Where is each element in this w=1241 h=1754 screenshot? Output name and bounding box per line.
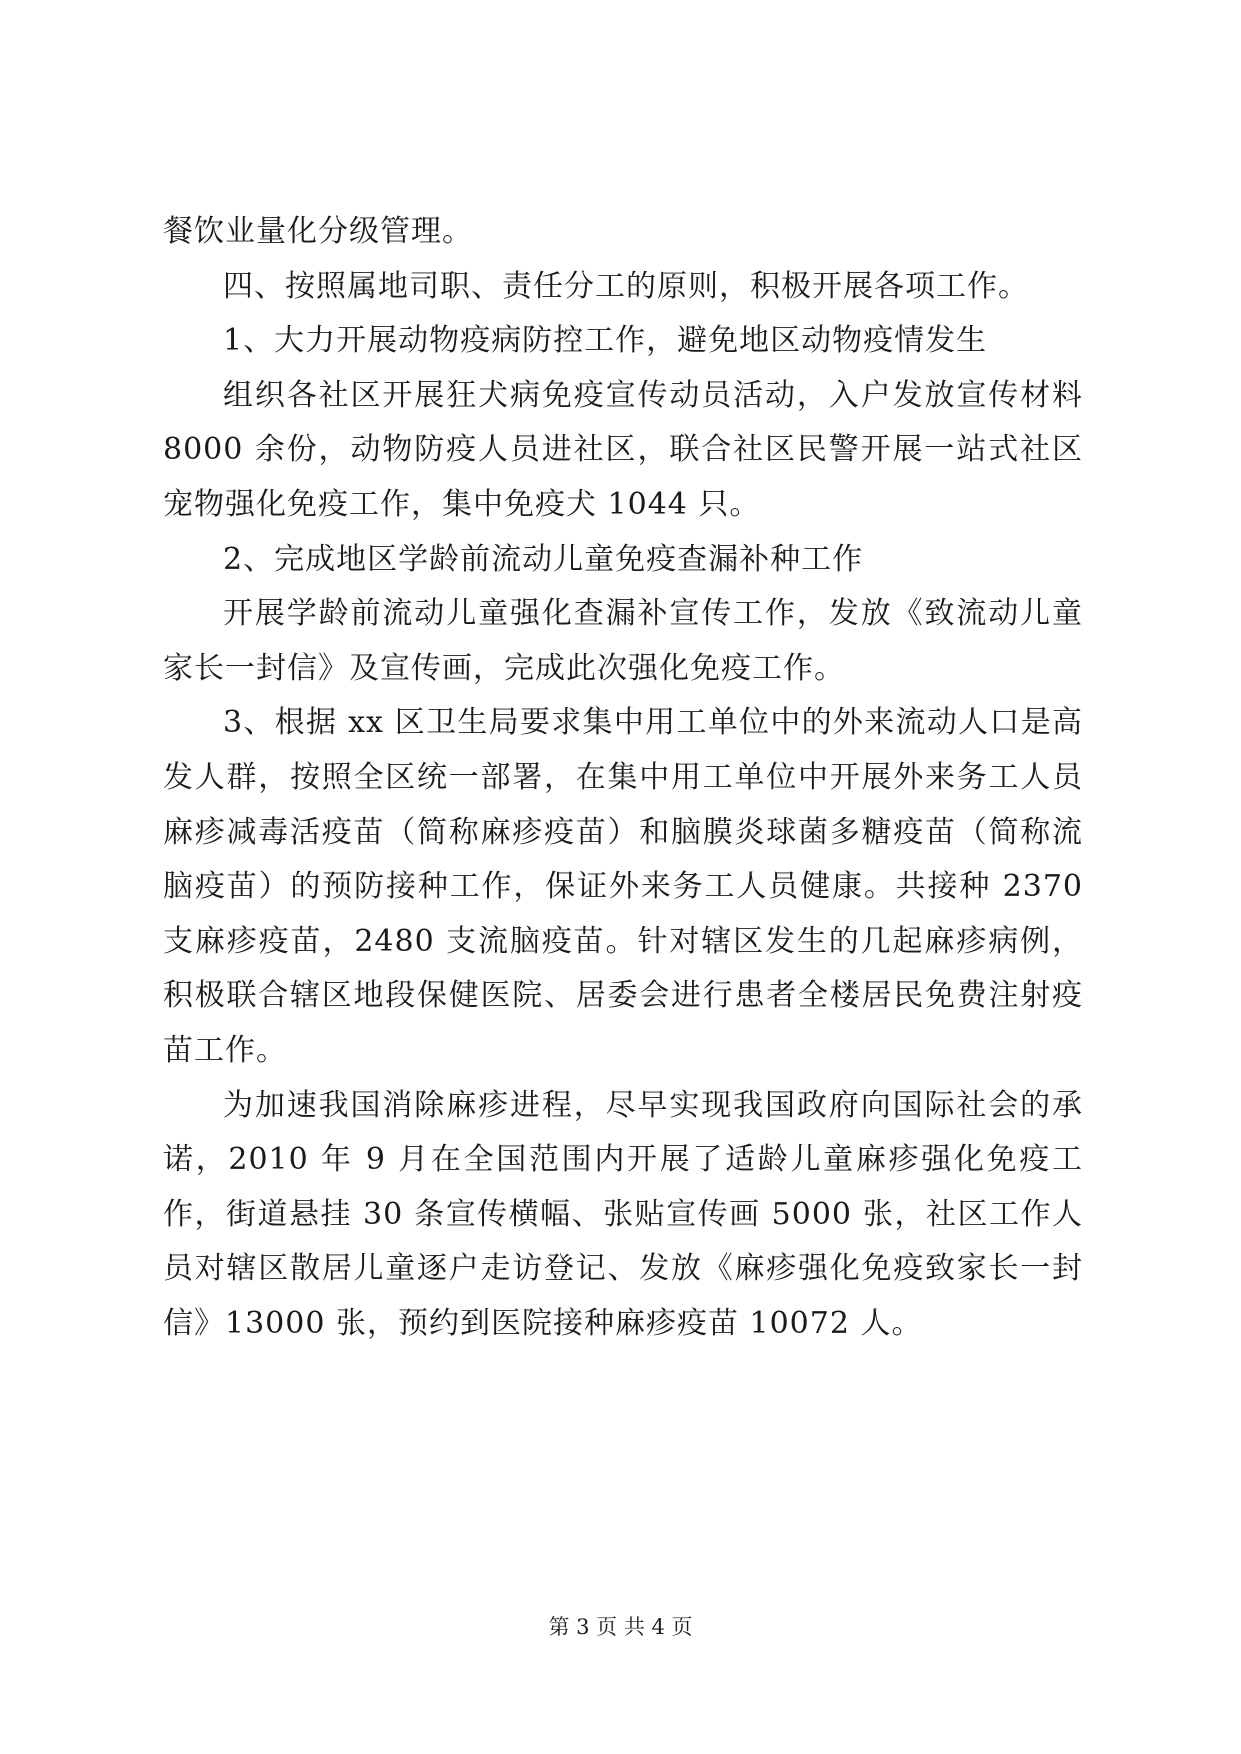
page-footer (0, 1612, 1241, 1642)
section-heading-4: 四、按照属地司职、责任分工的原则，积极开展各项工作。 (223, 268, 1029, 304)
paragraph-migrant-vaccination: 3、根据 xx 区卫生局要求集中用工单位中的外来流动人口是高发人群，按照全区统一部署，在集中用工单位中开展外来务工人员麻疹减毒活疫苗（简称麻疹疫苗）和脑膜炎球菌多糖疫苗（简称流脑疫苗）的预防接种工作，保证外来务工人员健康。共接种 2370 支麻疹疫苗，2480 支流脑疫苗。针对辖区发生的几起麻疹病例，积极联合辖区地段保健医院、居委会进行患者全楼居民免费注射疫苗工作。 (163, 705, 1083, 1068)
paragraph-measles-campaign: 为加速我国消除麻疹进程，尽早实现我国政府向国际社会的承诺，2010 年 9 月在全国范围内开展了适龄儿童麻疹强化免疫工作，街道悬挂 30 条宣传横幅、张贴宣传画 5000 张，社区工作人员对辖区散居儿童逐户走访登记、发放《麻疹强化免疫致家长一封信》13000 张，预约到医院接种麻疹疫苗 10072 人。 (163, 1087, 1083, 1341)
document-body (163, 205, 1083, 1351)
paragraph-rabies-vaccination: 组织各社区开展狂犬病免疫宣传动员活动，入户发放宣传材料 8000 余份，动物防疫人员进社区，联合社区民警开展一站式社区宠物强化免疫工作，集中免疫犬 1044 只。 (163, 377, 1083, 522)
paragraph-child-vaccination: 开展学龄前流动儿童强化查漏补宣传工作，发放《致流动儿童家长一封信》及宣传画，完成此次强化免疫工作。 (163, 596, 1083, 686)
paragraph-continuation: 餐饮业量化分级管理。 (163, 214, 473, 249)
item-heading-1: 1、大力开展动物疫病防控工作，避免地区动物疫情发生 (223, 323, 988, 359)
page-number-label: 第 3 页 共 4 页 (548, 1615, 693, 1639)
item-heading-2: 2、完成地区学龄前流动儿童免疫查漏补种工作 (223, 541, 864, 577)
